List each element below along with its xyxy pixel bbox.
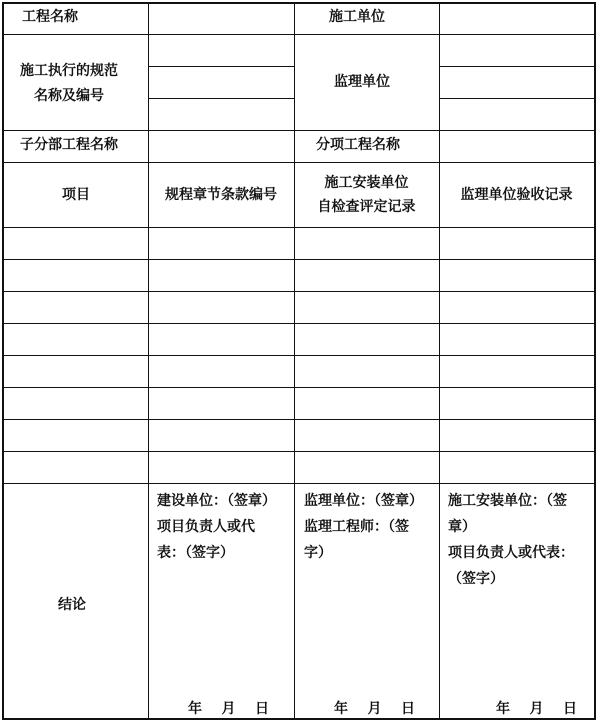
row-divider xyxy=(4,291,594,292)
installer-date: 年 月 日 xyxy=(496,701,577,717)
row-divider xyxy=(4,259,594,260)
self-check-heading-line1: 施工安装单位 xyxy=(324,174,409,191)
supervisor-signature-line2: 监理工程师：（签 xyxy=(304,519,409,535)
column-heading-supervision-record xyxy=(439,162,594,227)
item-heading-text: 项目 xyxy=(62,186,90,203)
row-divider xyxy=(4,227,594,228)
row-divider xyxy=(439,98,594,99)
row-divider xyxy=(4,483,594,484)
sub-project-name-label: 子分部工程名称 xyxy=(20,137,118,153)
row-divider xyxy=(439,66,594,67)
supervisor-signature-line3: 字） xyxy=(304,545,332,561)
row-divider xyxy=(4,355,594,356)
supervisor-date: 年 月 日 xyxy=(334,701,415,717)
installer-signature-block xyxy=(448,488,574,592)
row-divider xyxy=(4,34,594,35)
owner-signature-line3: 表：（签字） xyxy=(157,545,234,561)
item-project-name-label: 分项工程名称 xyxy=(316,137,400,153)
column-heading-item xyxy=(4,162,148,227)
row-divider xyxy=(4,130,594,131)
installer-signature-line4: （签字） xyxy=(448,571,504,587)
row-divider xyxy=(4,387,594,388)
self-check-heading-line2: 自检查评定记录 xyxy=(317,198,416,215)
supervisor-signature-block xyxy=(304,488,423,566)
col-divider-2 xyxy=(294,4,295,718)
owner-signature-line2: 项目负责人或代 xyxy=(157,519,255,535)
column-heading-clause xyxy=(148,162,294,227)
installer-signature-line2: 章） xyxy=(448,519,476,535)
col-divider-1 xyxy=(148,4,149,718)
code-name-label-line1: 施工执行的规范 xyxy=(20,63,118,79)
owner-signature-block xyxy=(157,488,276,566)
row-divider xyxy=(4,451,594,452)
supervision-record-heading-text: 监理单位验收记录 xyxy=(460,186,573,203)
supervision-unit-label: 监理单位 xyxy=(334,74,390,90)
acceptance-form-table xyxy=(2,2,596,720)
construction-unit-label: 施工单位 xyxy=(329,9,385,25)
conclusion-label: 结论 xyxy=(58,597,86,613)
column-heading-self-check xyxy=(294,162,439,227)
project-name-label: 工程名称 xyxy=(22,9,78,25)
owner-date: 年 月 日 xyxy=(188,701,269,717)
col-divider-3 xyxy=(439,4,440,718)
row-divider xyxy=(148,66,294,67)
code-name-label-line2: 名称及编号 xyxy=(34,88,104,104)
installer-signature-line3: 项目负责人或代表： xyxy=(448,545,574,561)
row-divider xyxy=(148,98,294,99)
supervisor-signature-line1: 监理单位：（签章） xyxy=(304,493,423,509)
row-divider xyxy=(4,419,594,420)
installer-signature-line1: 施工安装单位：（签 xyxy=(448,493,567,509)
clause-heading-text: 规程章节条款编号 xyxy=(165,186,277,203)
owner-signature-line1: 建设单位：（签章） xyxy=(157,493,276,509)
row-divider xyxy=(4,323,594,324)
